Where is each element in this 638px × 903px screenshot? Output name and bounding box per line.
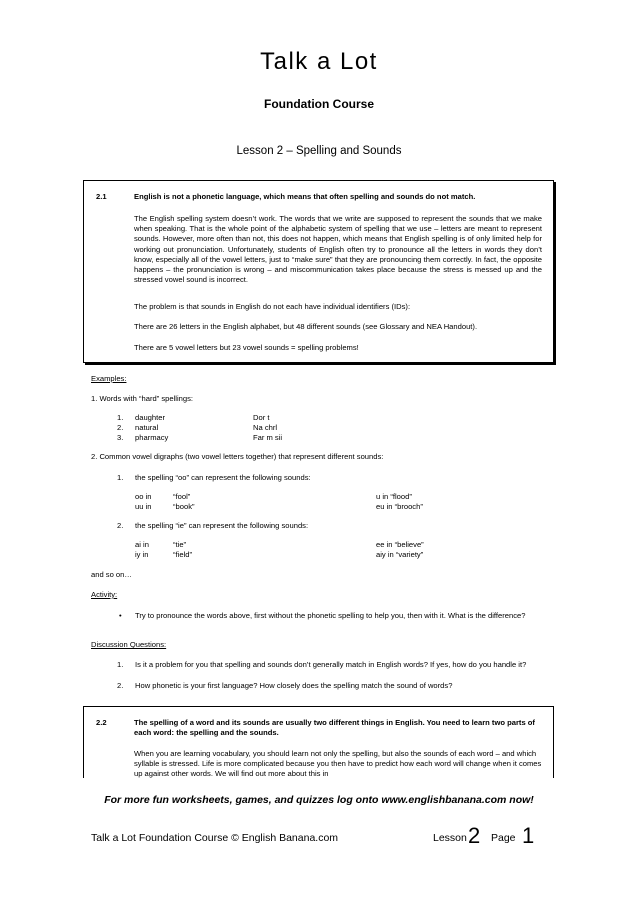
discussion-question-2: How phonetic is your first language? How closely does the spelling match the sound of words? <box>135 681 453 690</box>
paragraph-learning-vocabulary: When you are learning vocabulary, you should learn not only the spelling, but also the sounds of each word – and which syllable is stressed. Life is more complicated because you then have to predict how each word will change when it comes up against other words. We will find out more about this in <box>134 749 542 779</box>
paragraph-letters-count: There are 26 letters in the English alphabet, but 48 different sounds (see Glossary and NEA Handout). <box>134 322 478 331</box>
activity-text: Try to pronounce the words above, first without the phonetic spelling to help you, then with it. What is the difference? <box>135 611 526 620</box>
footer-page-label: Page <box>491 832 516 844</box>
ie-spelling-text: the spelling “ie” can represent the following sounds: <box>135 521 309 530</box>
document-title: Talk a Lot <box>260 48 378 75</box>
sub-item-number: 2. <box>117 521 124 530</box>
sound-row-cell: uu in <box>135 502 152 511</box>
paragraph-identifiers: The problem is that sounds in English do not each have individual identifiers (IDs): <box>134 302 411 311</box>
word-natural: natural <box>135 423 159 432</box>
discussion-label: Discussion Questions: <box>91 640 167 649</box>
sound-row-cell: “tie” <box>173 540 187 549</box>
word-number: 2. <box>117 423 124 432</box>
lesson-heading: Lesson 2 – Spelling and Sounds <box>236 145 402 157</box>
course-subtitle: Foundation Course <box>264 97 374 111</box>
footer-lesson-number: 2 <box>468 823 481 848</box>
oo-spelling-text: the spelling “oo” can represent the following sounds: <box>135 473 311 482</box>
footer-page-number: 1 <box>522 823 535 848</box>
footer-lesson-label: Lesson <box>433 832 467 844</box>
section-heading: English is not a phonetic language, which means that often spelling and sounds do not match. <box>134 192 476 201</box>
examples-item-1: 1. Words with “hard” spellings: <box>91 394 193 403</box>
promo-banner: For more fun worksheets, games, and quizzes log onto www.englishbanana.com now! <box>104 794 534 806</box>
sound-row-cell: “field” <box>173 550 192 559</box>
word-pharmacy: pharmacy <box>135 433 169 442</box>
activity-label: Activity: <box>91 590 118 599</box>
sound-row-cell: iy in <box>135 550 149 559</box>
sound-row-cell: ee in “believe” <box>376 540 424 549</box>
word-daughter: daughter <box>135 413 165 422</box>
sound-row-cell: aiy in “variety” <box>376 550 424 559</box>
phonetic-pharmacy: Far m sii <box>253 433 283 442</box>
sound-row-cell: ai in <box>135 540 149 549</box>
word-number: 3. <box>117 433 124 442</box>
discussion-question-1: Is it a problem for you that spelling and sounds don’t generally match in English words? If yes, how do you handle it? <box>135 660 527 669</box>
footer-credit: Talk a Lot Foundation Course © English Banana.com <box>91 832 339 844</box>
and-so-on: and so on… <box>91 570 132 579</box>
section-heading: The spelling of a word and its sounds are usually two different things in English. You need to learn two parts of each word: the spelling and the sounds. <box>134 718 535 738</box>
section-2-2-box <box>83 706 554 778</box>
sound-row-cell: “fool” <box>173 492 191 501</box>
examples-label: Examples: <box>91 374 127 383</box>
sound-row-cell: eu in “brooch” <box>376 502 423 511</box>
word-number: 1. <box>117 413 124 422</box>
sound-row-cell: oo in <box>135 492 152 501</box>
sound-row-cell: “book” <box>173 502 195 511</box>
sound-row-cell: u in “flood” <box>376 492 412 501</box>
paragraph-spelling-system: The English spelling system doesn’t work. The words that we write are supposed to represent the sounds that we make when speaking. That is the whole point of the alphabetic system of spelling that we use – letters are meant to represent sounds. However, more often than not, this does not happen, which means that English spelling is of only limited help for working out pronunciation. Unfortunately, students of English often try to pronounce all the letters in words they don’t know, especially all of the vowel letters, just to “make sure” that they are pronouncing them correctly. In fact, the opposite happens – the pronunciation is wrong – and miscommunication takes place because the stress is messed up and the stressed vowel sound is incorrect. <box>134 214 542 285</box>
bullet-icon: • <box>119 611 122 620</box>
paragraph-vowel-count: There are 5 vowel letters but 23 vowel sounds = spelling problems! <box>134 343 359 352</box>
section-2-1-box <box>83 180 554 363</box>
sub-item-number: 1. <box>117 473 124 482</box>
question-number: 2. <box>117 681 124 690</box>
section-number: 2.2 <box>96 718 107 727</box>
question-number: 1. <box>117 660 124 669</box>
section-number: 2.1 <box>96 192 107 201</box>
phonetic-daughter: Dor t <box>253 413 270 422</box>
examples-item-2: 2. Common vowel digraphs (two vowel letters together) that represent different sounds: <box>91 452 384 461</box>
phonetic-natural: Na chrl <box>253 423 278 432</box>
